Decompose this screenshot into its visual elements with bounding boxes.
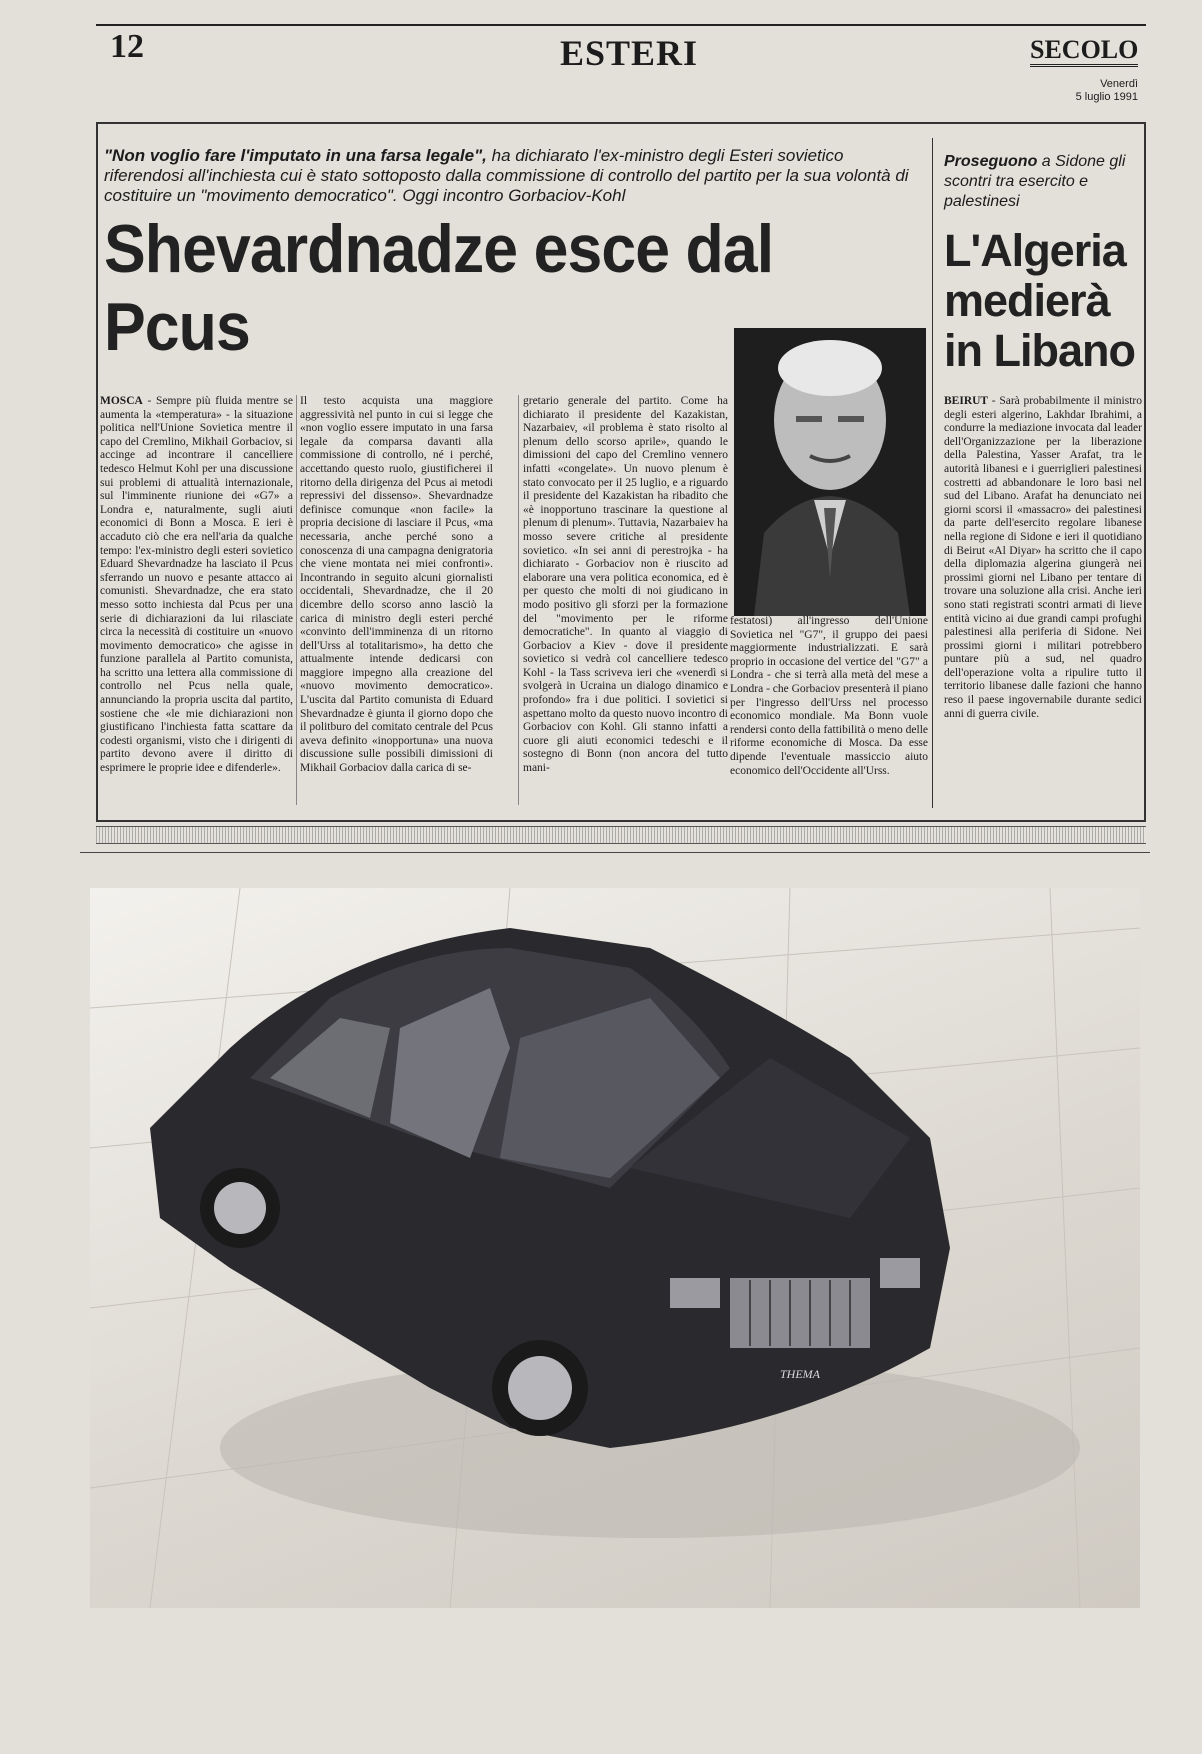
issue-date (1040, 78, 1138, 104)
side-dateline: BEIRUT (944, 395, 989, 407)
main-headline: Shevardnadze esce dal Pcus (104, 211, 774, 365)
issue-weekday: Venerdì (1100, 78, 1138, 90)
main-dateline: MOSCA (100, 395, 143, 407)
side-kicker-lead: Proseguono (944, 153, 1038, 170)
main-kicker-quote: "Non voglio fare l'imputato in una farsa legale", (104, 146, 487, 165)
main-column-3: gretario generale del partito. Come ha dichiarato il presidente del Kazakistan, Nazarbaiev, «il problema è stato risolto al plenum dello scorso aprile», quando le dimissioni del capo del Cremlino vennero infatti «congelate». Un nuovo plenum è stato convocato per il 25 luglio, e a riguardo il presidente del Kazakistan ha ribadito che «è inopportuno trascinare la questione al plenum di plenum». Tuttavia, Nazarbaiev ha mosso severe critiche al presidente sovietico. «In sei anni di perestrojka - ha dichiarato - Gorbaciov non è riuscito ad elaborare una vera politica economica, ed è per questo che molti di noi giudicano in modo positivo gli sforzi per la formazione del "movimento per le riforme democratiche". In quanto al viaggio di Gorbaciov a Kiev - dove il presidente sovietico si vedrà col cancelliere tedesco Kohl - la Tass scriveva ieri che «venerdì si svolgerà in Ucraina un dialogo dinamico e profondo» fra i due politici. I sovietici si aspettano molto da questo nuovo incontro di Gorbaciov con Kohl. Gli stanno infatti a cuore gli aiuti economici tedeschi e il sostegno di Bonn (non ancora del tutto mani- (523, 395, 728, 775)
page-number: 12 (110, 28, 144, 65)
main-kicker (104, 146, 924, 206)
car-illustration (90, 888, 1140, 1608)
side-kicker (944, 152, 1139, 212)
side-kicker-text: a Sidone gli scontri tra esercito e palestinesi (944, 153, 1126, 210)
main-column-2: Il testo acquista una maggiore aggressività nel punto in cui si legge che «non voglio essere imputato in una farsa legale da comparsa davanti alla commissione di controllo, né i perché, accettando questo ruolo, giustificherei il ritorno della dirigenza del Pcus ai metodi repressivi del dissenso». Shevardnadze definisce comunque «non facile» la propria decisione di lasciare il Pcus, «ma necessaria, anche perché sono a conoscenza di una campagna denigratoria che viene montata nei miei confronti». Incontrando in seguito alcuni giornalisti occidentali, Shevardnadze, che il 20 dicembre dello scorso anno lasciò la carica di ministro degli esteri perché «convinto dell'imminenza di un ritorno dell'Urss al totalitarismo», ha detto che attualmente intende dedicarsi con maggiore impegno alla creazione del «nuovo movimento democratico». L'uscita dal Partito comunista di Eduard Shevardnadze è giunta il giorno dopo che il politburo del comitato centrale del Pcus aveva definito «inopportuna» una nuova discussione sulle possibili dimissioni di Mikhail Gorbaciov dalla carica di se- (300, 395, 493, 775)
side-article-body (944, 395, 1142, 721)
main-column-1 (100, 395, 293, 776)
main-kicker-text: ha dichiarato l'ex-ministro degli Esteri sovietico riferendosi all'inchiesta cui è stato sottoposto dalla commissione di controllo del partito per la sua volontà di costituire un "movimento democratico". Oggi incontro Gorbaciov-Kohl (104, 146, 909, 205)
issue-day: 5 luglio 1991 (1075, 91, 1138, 103)
column-rule (518, 395, 519, 805)
newspaper-logo: SECOLO (1030, 36, 1138, 67)
car-advertisement (90, 888, 1140, 1608)
section-title: ESTERI (560, 33, 699, 73)
main-column-1-text: - Sempre più fluida mentre se aumenta la «temperatura» - la situazione politica nell'Unione Sovietica mentre il capo del Cremlino, Mikhail Gorbaciov, si accinge ad incontrare il cancelliere tedesco Helmut Kohl per una discussione sui problemi di attualità internazionale, sul l'imminente riunione dei «G7» a Londra e, naturalmente, sugli aiuti economici di Bonn a Mosca. E ieri è accaduto ciò che era nell'aria da qualche tempo: l'ex-ministro degli esteri sovietico Eduard Shevardnadze ha lasciato il Pcus sferrando un nuovo e pesante attacco ai comunisti. Shevardnadze, che era stato messo sotto inchiesta dal Pcus per una serie di dichiarazioni da lui rilasciate circa la necessità di costituire un «nuovo movimento democratico» che agisse in funzione parallela al Partito comunista, ha scritto una lettera alla commissione di controllo nel Pcus nella quale, annunciando la propria uscita dal partito, sostiene che «le mie dichiarazioni non giustificano l'inchiesta fatta scattare da codesti organismi, visto che i dirigenti di partito devono avere il diritto di esprimere le proprie idee e difenderle». (100, 395, 293, 775)
column-rule (296, 395, 297, 805)
page-rule (80, 852, 1150, 853)
shevardnadze-portrait (734, 328, 926, 616)
decorative-strip (96, 826, 1146, 844)
top-rule (96, 24, 1146, 26)
car-badge: THEMA (780, 1367, 820, 1381)
portrait-image (734, 328, 926, 616)
column-separator (932, 138, 933, 808)
side-article-text: - Sarà probabilmente il ministro degli esteri algerino, Lakhdar Ibrahimi, a condurre la mediazione invocata dal leader dell'Organizzazione per la liberazione della Palestina, Yasser Arafat, tra le autorità libanesi e i guerriglieri palestinesi costretti ad abbandonare le loro basi nel sud del Libano. Arafat ha denunciato nei giorni scorsi il «massacro» dei palestinesi da parte dell'esercito regolare libanese nella regione di Sidone e ieri il quotidiano di Beirut «Al Diyar» ha scritto che il capo della diplomazia algerina giungerà nei prossimi giorni nel Libano per tentare di trovare una soluzione alla crisi. Anche ieri sono stati registrati scontri armati di lieve entità vicino ai due grandi campi profughi palestinesi alla periferia di Sidone. Nei prossimi giorni i militari potrebbero puntare più a sud, nel quadro dell'operazione volta a ripulire tutto il territorio libanese dalle fazioni che hanno reso il paese ingovernabile durante sedici anni di guerra civile. (944, 395, 1142, 720)
main-column-4: festatosi) all'ingresso dell'Unione Sovietica nel "G7", il gruppo dei paesi maggiormente industrializzati. E sarà proprio in occasione del vertice del "G7" a Londra - che si terrà alla metà del mese a Londra - che Gorbaciov presenterà il piano per l'ingresso dell'Urss nel processo economico mondiale. Ma Bonn vuole rendersi conto della fattibilità o meno delle riforme economiche di Mosca. Da esse dipende l'eventuale massiccio aiuto economico dell'Occidente all'Urss. (730, 615, 928, 777)
side-headline: L'Algeria medierà in Libano (944, 225, 1135, 376)
